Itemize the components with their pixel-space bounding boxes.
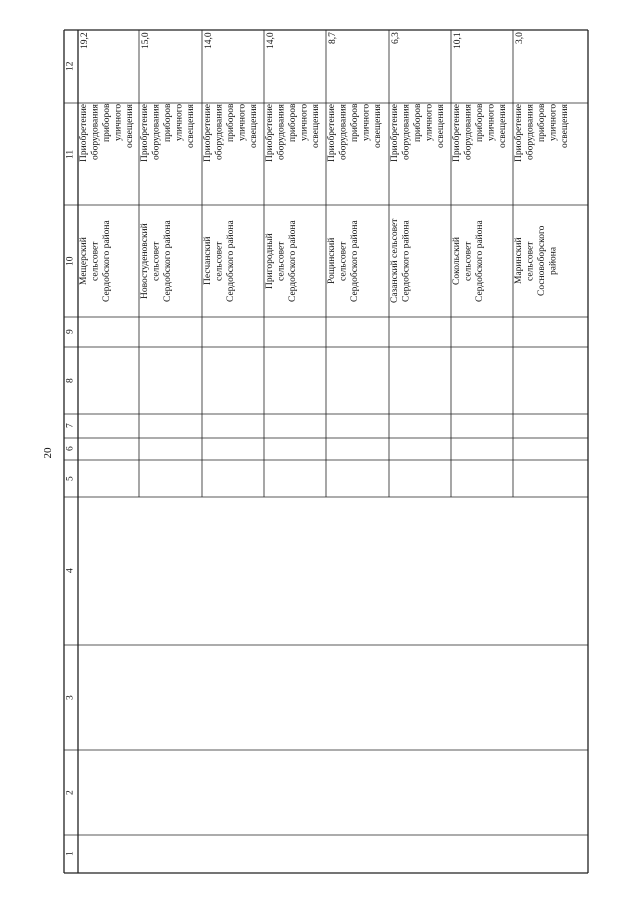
cell-value: 15,0 xyxy=(141,32,151,49)
column-number: 4 xyxy=(65,568,76,574)
cell-purpose: Приобретение оборудования приборов уличного освещения xyxy=(514,104,570,162)
cell-value: 3,0 xyxy=(515,32,525,44)
cell-organization: Песчанский сельсовет Сердобского района xyxy=(203,220,236,302)
cell-organization: Сазанский сельсовет Сердобского района xyxy=(390,218,412,304)
column-number: 7 xyxy=(65,423,76,429)
cell-organization: Рощинский сельсовет Сердобского района xyxy=(327,220,360,302)
cell-value: 19,2 xyxy=(80,32,90,49)
cell-purpose: Приобретение оборудования приборов уличного освещения xyxy=(140,104,196,162)
page-number: 20 xyxy=(42,447,54,459)
cell-purpose: Приобретение оборудования приборов уличного освещения xyxy=(203,104,259,162)
cell-organization: Мещерский сельсовет Сердобского района xyxy=(79,220,112,302)
cell-purpose: Приобретение оборудования приборов уличного освещения xyxy=(327,104,383,162)
column-number: 1 xyxy=(65,851,76,857)
cell-value: 6,3 xyxy=(391,32,401,44)
cell-organization: Новостуденовский сельсовет Сердобского района xyxy=(140,220,173,302)
cell-purpose: Приобретение оборудования приборов уличного освещения xyxy=(452,104,508,162)
cell-value: 14,0 xyxy=(204,32,214,49)
cell-organization: Пригородный сельсовет Сердобского района xyxy=(265,220,298,302)
cell-value: 8,7 xyxy=(328,32,338,44)
cell-purpose: Приобретение оборудования приборов уличного освещения xyxy=(265,104,321,162)
column-number: 10 xyxy=(65,256,76,266)
column-number: 11 xyxy=(65,149,76,159)
column-number: 3 xyxy=(65,695,76,700)
cell-organization: Сокольский сельсовет Сердобского района xyxy=(452,220,485,302)
column-number: 5 xyxy=(65,476,76,481)
column-number: 9 xyxy=(65,329,76,335)
cell-purpose: Приобретение оборудования приборов уличного освещения xyxy=(390,104,446,162)
column-number: 12 xyxy=(65,61,76,72)
column-number: 6 xyxy=(65,446,76,452)
cell-value: 10,1 xyxy=(453,32,463,49)
cell-organization: Маринский сельсовет Сосновоборского района xyxy=(514,225,559,297)
cell-purpose: Приобретение оборудования приборов уличного освещения xyxy=(79,104,135,162)
column-number: 8 xyxy=(65,378,76,383)
column-number: 2 xyxy=(65,790,76,795)
cell-value: 14,0 xyxy=(266,32,276,49)
